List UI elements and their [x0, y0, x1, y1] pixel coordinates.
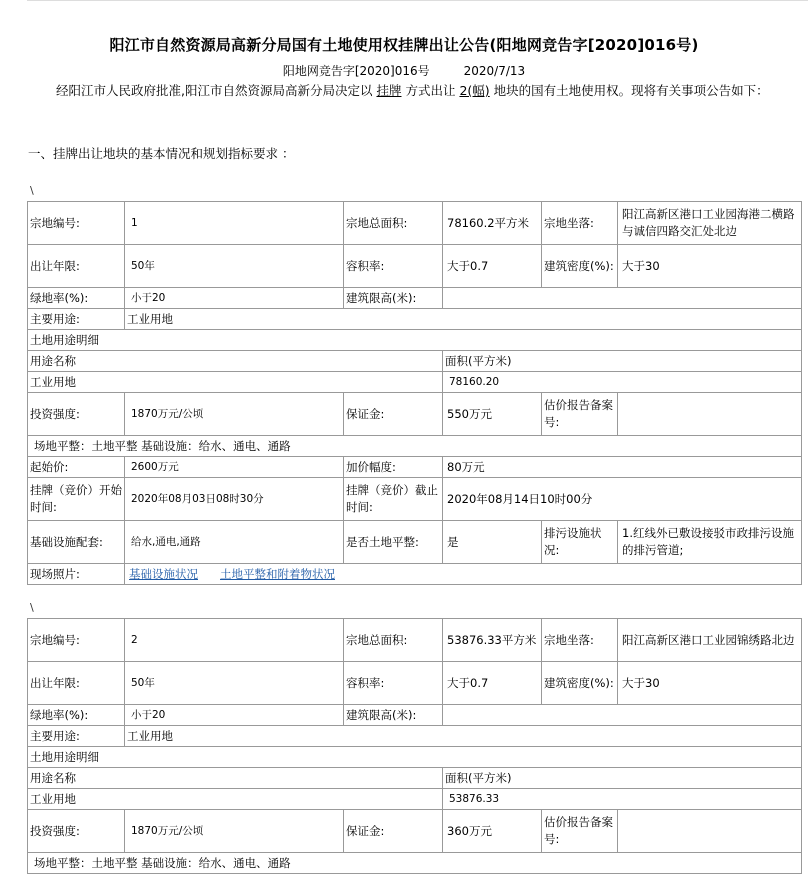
value-term: 50年: [125, 245, 344, 288]
value-use-row-area: 78160.20: [443, 372, 802, 393]
table-row: [28, 330, 802, 351]
intro-text-a: 经阳江市人民政府批准,阳江市自然资源局高新分局决定以: [56, 83, 373, 98]
label-far: 容积率:: [344, 245, 443, 288]
table-row: [28, 202, 802, 245]
label-photos: 现场照片:: [28, 564, 125, 585]
value-use-row-name: 工业用地: [28, 789, 443, 810]
label-site: 场地平整：: [34, 855, 92, 870]
photo-links: [125, 564, 802, 585]
top-divider: [27, 0, 808, 1]
value-listing-end: 2020年08月14日10时00分: [443, 478, 802, 521]
label-density: 建筑密度(%):: [542, 245, 618, 288]
table-row: [28, 768, 802, 789]
label-use-detail: 土地用途明细: [28, 330, 802, 351]
table-row: [28, 478, 802, 521]
transfer-mode: 挂牌: [376, 83, 402, 98]
parcel-table-1: [27, 201, 802, 585]
value-listing-start: 2020年08月03日08时30分: [125, 478, 344, 521]
value-start-price: 2600万元: [125, 457, 344, 478]
table-row: [28, 726, 802, 747]
value-main-use: 工业用地: [125, 726, 802, 747]
label-main-use: 主要用途:: [28, 309, 125, 330]
label-appraisal: 估价报告备案号:: [542, 810, 618, 853]
value-total-area: 53876.33平方米: [443, 619, 542, 662]
label-site: 场地平整：: [34, 438, 92, 453]
label-green: 绿地率(%):: [28, 288, 125, 309]
value-infra: 给水,通电,通路: [125, 521, 344, 564]
label-increment: 加价幅度:: [344, 457, 443, 478]
value-appraisal: [618, 393, 802, 436]
label-sewage: 排污设施状况:: [542, 521, 618, 564]
table-row: [28, 309, 802, 330]
notice-title: 阳江市自然资源局高新分局国有土地使用权挂牌出让公告(阳地网竞告字[2020]016号): [109, 36, 699, 54]
label-height: 建筑限高(米):: [344, 705, 443, 726]
value-sewage: 1.红线外已敷设接驳市政排污设施的排污管道;: [618, 521, 802, 564]
label-invest: 投资强度:: [28, 393, 125, 436]
parcel-count: 2(幅): [459, 83, 490, 98]
table-row: [28, 245, 802, 288]
label-parcel-no: 宗地编号:: [28, 202, 125, 245]
table-row: [28, 705, 802, 726]
label-appraisal: 估价报告备案号:: [542, 393, 618, 436]
value-location: 阳江高新区港口工业园锦绣路北边: [618, 619, 802, 662]
value-term: 50年: [125, 662, 344, 705]
publish-date: 2020/7/13: [463, 64, 526, 78]
label-deposit: 保证金:: [344, 810, 443, 853]
label-leveled: 是否土地平整:: [344, 521, 443, 564]
site-info: [28, 853, 802, 874]
label-location: 宗地坐落:: [542, 202, 618, 245]
value-site: 土地平整 基础设施：给水、通电、通路: [91, 438, 291, 453]
value-leveled: 是: [443, 521, 542, 564]
value-density: 大于30: [618, 245, 802, 288]
label-area-sqm: 面积(平方米): [443, 768, 802, 789]
link-leveling-photos[interactable]: 土地平整和附着物状况: [220, 566, 335, 581]
value-main-use: 工业用地: [125, 309, 802, 330]
value-height: [443, 288, 802, 309]
intro-text-c: 地块的国有土地使用权。现将有关事项公告如下：: [493, 83, 769, 98]
table-row: [28, 789, 802, 810]
value-far: 大于0.7: [443, 245, 542, 288]
table-row: [28, 810, 802, 853]
value-green: 小于20: [125, 288, 344, 309]
label-deposit: 保证金:: [344, 393, 443, 436]
table-row: [28, 372, 802, 393]
label-start-price: 起始价:: [28, 457, 125, 478]
backslash-marker: \: [30, 601, 34, 614]
intro-paragraph: [28, 81, 788, 100]
label-term: 出让年限:: [28, 662, 125, 705]
value-invest: 1870万元/公顷: [125, 393, 344, 436]
intro-text-b: 方式出让: [405, 83, 456, 98]
value-deposit: 550万元: [443, 393, 542, 436]
label-density: 建筑密度(%):: [542, 662, 618, 705]
label-green: 绿地率(%):: [28, 705, 125, 726]
value-appraisal: [618, 810, 802, 853]
label-term: 出让年限:: [28, 245, 125, 288]
value-green: 小于20: [125, 705, 344, 726]
value-height: [443, 705, 802, 726]
table-row: [28, 393, 802, 436]
link-infra-photos[interactable]: 基础设施状况: [129, 566, 198, 581]
site-info: [28, 436, 802, 457]
label-infra: 基础设施配套:: [28, 521, 125, 564]
table-row: [28, 436, 802, 457]
value-invest: 1870万元/公顷: [125, 810, 344, 853]
value-density: 大于30: [618, 662, 802, 705]
value-site: 土地平整 基础设施：给水、通电、通路: [91, 855, 291, 870]
label-parcel-no: 宗地编号:: [28, 619, 125, 662]
doc-number: 阳地网竞告字[2020]016号: [282, 64, 430, 78]
table-row: [28, 747, 802, 768]
value-increment: 80万元: [443, 457, 802, 478]
table-row: [28, 457, 802, 478]
label-invest: 投资强度:: [28, 810, 125, 853]
label-main-use: 主要用途:: [28, 726, 125, 747]
label-far: 容积率:: [344, 662, 443, 705]
label-location: 宗地坐落:: [542, 619, 618, 662]
label-area-sqm: 面积(平方米): [443, 351, 802, 372]
label-height: 建筑限高(米):: [344, 288, 443, 309]
label-use-name: 用途名称: [28, 351, 443, 372]
value-parcel-no: 1: [125, 202, 344, 245]
section-heading: 一、挂牌出让地块的基本情况和规划指标要求 ：: [28, 146, 295, 161]
label-use-name: 用途名称: [28, 768, 443, 789]
label-total-area: 宗地总面积:: [344, 202, 443, 245]
value-use-row-area: 53876.33: [443, 789, 802, 810]
table-row: [28, 662, 802, 705]
label-total-area: 宗地总面积:: [344, 619, 443, 662]
notice-subline: [0, 62, 808, 79]
label-listing-start: 挂牌（竞价）开始时间:: [28, 478, 125, 521]
backslash-marker: \: [30, 184, 34, 197]
label-listing-end: 挂牌（竞价）截止时间:: [344, 478, 443, 521]
table-row: [28, 288, 802, 309]
parcel-table-2: [27, 618, 802, 874]
value-far: 大于0.7: [443, 662, 542, 705]
table-row: [28, 521, 802, 564]
table-row: [28, 619, 802, 662]
value-location: 阳江高新区港口工业园海港二横路与诚信四路交汇处北边: [618, 202, 802, 245]
value-total-area: 78160.2平方米: [443, 202, 542, 245]
table-row: [28, 564, 802, 585]
value-parcel-no: 2: [125, 619, 344, 662]
table-row: [28, 351, 802, 372]
table-row: [28, 853, 802, 874]
value-deposit: 360万元: [443, 810, 542, 853]
value-use-row-name: 工业用地: [28, 372, 443, 393]
label-use-detail: 土地用途明细: [28, 747, 802, 768]
